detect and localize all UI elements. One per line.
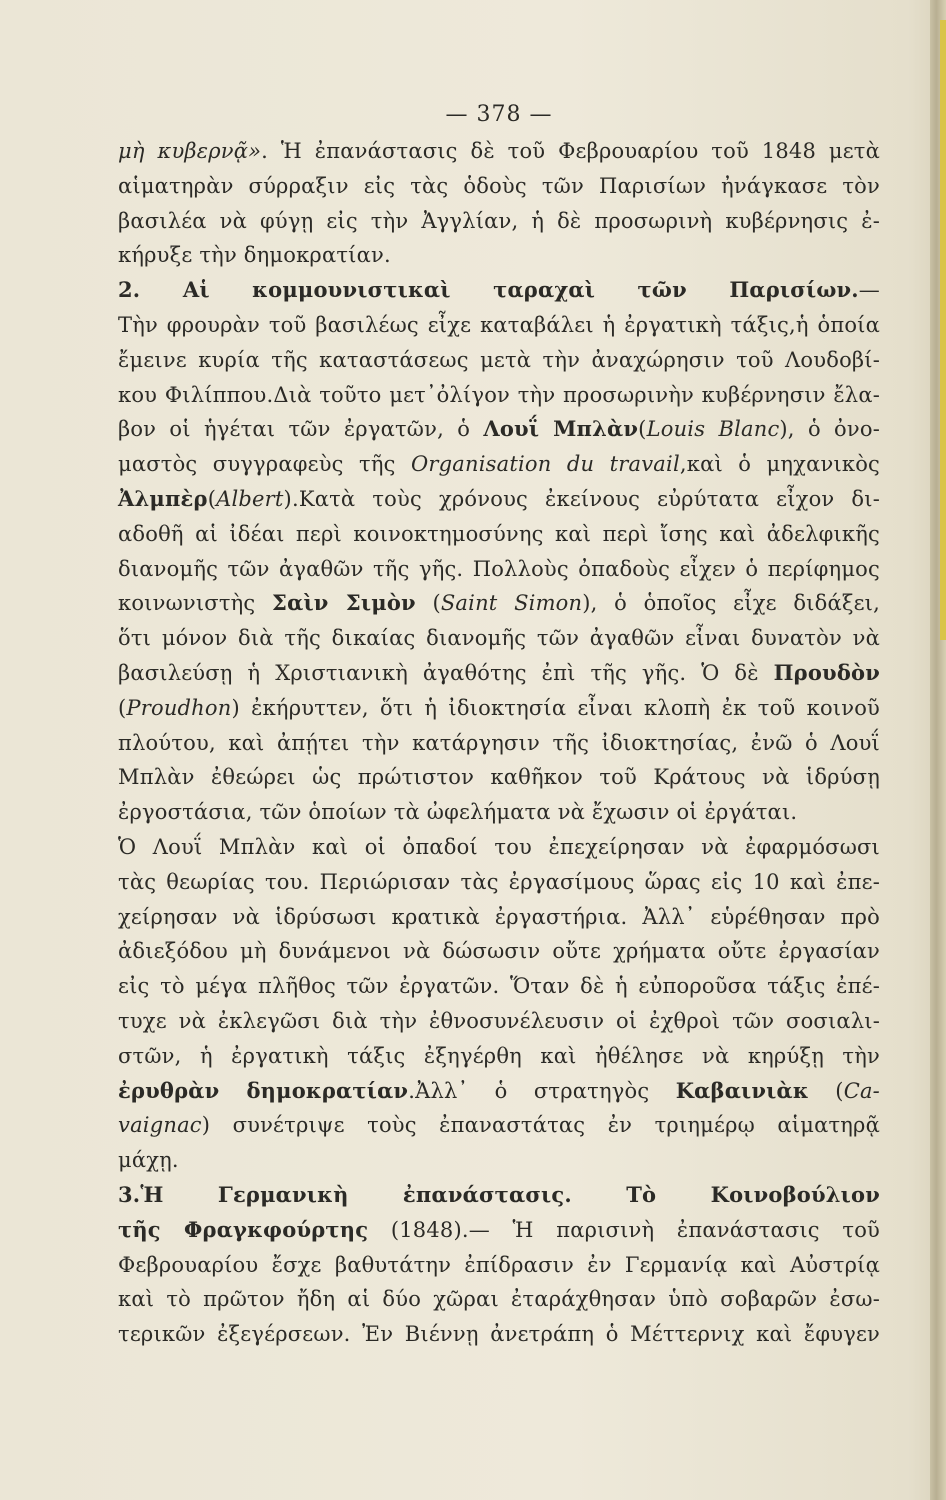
text-span: Μπλὰν ἐθεώρει ὡς πρώτιστον καθῆκον τοῦ Κράτους νὰ ἱδρύσῃ xyxy=(118,765,880,790)
text-span: βον οἱ ἡγέται τῶν ἐργατῶν, ὁ xyxy=(118,417,484,442)
text-line xyxy=(118,1074,880,1109)
text-span: πλούτου, καὶ ἀπῄτει τὴν κατάργησιν τῆς ἰδιοκτησίας, ἐνῶ ὁ Λουΐ xyxy=(118,730,880,755)
text-span: Φεβρουαρίου ἔσχε βαθυτάτην ἐπίδρασιν ἐν Γερμανίᾳ καὶ Αὐστρίᾳ xyxy=(118,1252,880,1277)
bold-text: 2. Αἱ κομμουνιστικαὶ ταραχαὶ τῶν Παρισίων. xyxy=(118,277,859,303)
text-span: ὅτι μόνον διὰ τῆς δικαίας διανομῆς τῶν ἀγαθῶν εἶναι δυνατὸν νὰ xyxy=(118,626,880,651)
text-line xyxy=(118,830,880,865)
text-span: ( xyxy=(638,417,647,442)
text-span: βασιλέα νὰ φύγῃ εἰς τὴν Ἀγγλίαν, ἡ δὲ προσωρινὴ κυβέρνησις ἐ- xyxy=(118,208,880,233)
text-span: ( xyxy=(808,1078,844,1103)
bold-text: Ἀλμπὲρ xyxy=(118,485,208,511)
page-edge-tint xyxy=(940,20,946,640)
text-line xyxy=(118,1213,880,1248)
text-span: ,καὶ ὁ μηχανικὸς xyxy=(679,452,881,477)
text-span: ἀδιεξόδου μὴ δυνάμενοι νὰ δώσωσιν οὔτε χρήματα οὔτε ἐργασίαν xyxy=(118,939,880,964)
bold-text: τῆς Φραγκφούρτης xyxy=(118,1216,369,1242)
text-span: αδοθῆ αἱ ἰδέαι περὶ κοινοκτημοσύνης καὶ περὶ ἴσης καὶ ἀδελφικῆς xyxy=(118,521,880,546)
italic-text: Albert xyxy=(216,486,284,511)
text-line xyxy=(118,1248,880,1283)
italic-text: Proudhon xyxy=(126,695,232,720)
text-line xyxy=(118,238,880,273)
bold-text: ἐρυθρὰν δημοκρατίαν xyxy=(118,1077,409,1103)
text-span: ), ὁ ὁποῖος εἶχε διδάξει, xyxy=(582,591,880,616)
text-span: ).Κατὰ τοὺς χρόνους ἐκείνους εὐρύτατα εἶχον δι- xyxy=(283,486,880,511)
text-span: (1848).— Ἡ παρισινὴ ἐπανάστασις τοῦ xyxy=(368,1217,880,1242)
text-span: καὶ τὸ πρῶτον ἤδη αἱ δύο χῶραι ἐταράχθησαν ὑπὸ σοβαρῶν ἐσω- xyxy=(118,1287,880,1312)
text-span: κου Φιλίππου.Διὰ τοῦτο μετ᾿ὀλίγον τὴν προσωρινὴν κυβέρνησιν ἔλα- xyxy=(118,382,880,407)
italic-text: vaignac xyxy=(118,1113,202,1138)
italic-text: Saint Simon xyxy=(440,591,583,616)
text-line xyxy=(118,482,880,517)
text-line xyxy=(118,1143,880,1178)
text-span: — xyxy=(858,278,880,303)
italic-text: Ca- xyxy=(843,1078,880,1103)
text-line xyxy=(118,865,880,900)
page-number: — 378 — xyxy=(445,102,553,127)
text-span: Τὴν φρουρὰν τοῦ βασιλέως εἶχε καταβάλει ἡ ἐργατικὴ τάξις,ἡ ὁποία xyxy=(118,312,880,337)
text-line xyxy=(118,934,880,969)
text-span: ( xyxy=(207,486,217,511)
text-span: ἐργοστάσια, τῶν ὁποίων τὰ ὠφελήματα νὰ ἔχωσιν οἱ ἐργάται. xyxy=(118,800,798,825)
text-span: ) συνέτριψε τοὺς ἐπαναστάτας ἐν τριημέρῳ αἱματηρᾷ xyxy=(201,1113,880,1138)
text-line xyxy=(118,273,880,308)
text-line xyxy=(118,586,880,621)
italic-text: μὴ κυβερνᾷ» xyxy=(118,139,262,163)
text-line xyxy=(118,900,880,935)
text-span: ἔμεινε κυρία τῆς καταστάσεως μετὰ τὴν ἀναχώρησιν τοῦ Λουδοβί- xyxy=(118,347,880,372)
text-line xyxy=(118,308,880,343)
text-line xyxy=(118,726,880,761)
text-span: τὰς θεωρίας του. Περιώρισαν τὰς ἐργασίμους ὥρας εἰς 10 καὶ ἐπε- xyxy=(118,869,880,894)
italic-text: Organisation du travail xyxy=(411,452,680,477)
text-block xyxy=(118,100,880,1352)
bold-text: 3.Ἡ Γερμανικὴ ἐπανάστασις. Τὸ Κοινοβούλιον xyxy=(118,1181,880,1207)
text-line xyxy=(118,412,880,447)
bold-text: Σαὶν Σιμὸν xyxy=(272,590,416,616)
paragraph-lines xyxy=(118,134,880,1352)
bold-text: Προυδὸν xyxy=(773,659,880,685)
text-line xyxy=(118,343,880,378)
text-line xyxy=(118,1317,880,1352)
text-line xyxy=(118,969,880,1004)
text-span: . Ἡ ἐπανάστασις δὲ τοῦ Φεβρουαρίου τοῦ 1848 μετὰ xyxy=(261,139,880,163)
text-line xyxy=(118,1004,880,1039)
text-line xyxy=(118,447,880,482)
text-span: τερικῶν ἐξεγέρσεων. Ἐν Βιέννῃ ἀνετράπη ὁ Μέττερνιχ καὶ ἔφυγεν xyxy=(118,1322,880,1347)
text-line xyxy=(118,204,880,239)
text-line xyxy=(118,1178,880,1213)
text-span: ( xyxy=(415,591,441,616)
text-line xyxy=(118,169,880,204)
text-line xyxy=(118,1039,880,1074)
text-span: κοινωνιστὴς xyxy=(118,591,273,616)
text-span: ) ἐκήρυττεν, ὅτι ἡ ἰδιοκτησία εἶναι κλοπὴ ἐκ τοῦ κοινοῦ xyxy=(231,695,880,720)
text-span: κήρυξε τὴν δημοκρατίαν. xyxy=(118,243,391,268)
text-line xyxy=(118,1108,880,1143)
text-line xyxy=(118,760,880,795)
text-line xyxy=(118,691,880,726)
text-span: μάχῃ. xyxy=(118,1148,179,1173)
text-span: στῶν, ἡ ἐργατικὴ τάξις ἐξηγέρθη καὶ ἠθέλησε νὰ κηρύξῃ τὴν xyxy=(118,1043,880,1068)
bold-text: Καβαινιὰκ xyxy=(675,1077,809,1103)
text-line xyxy=(118,795,880,830)
text-line xyxy=(118,517,880,552)
text-span: χείρησαν νὰ ἱδρύσωσι κρατικὰ ἐργαστήρια. Ἀλλ᾿ εὑρέθησαν πρὸ xyxy=(118,904,880,929)
text-span: ( xyxy=(118,695,127,720)
italic-text: Louis Blanc xyxy=(646,417,780,442)
text-span: τυχε νὰ ἐκλεγῶσι διὰ τὴν ἐθνοσυνέλευσιν οἱ ἐχθροὶ τῶν σοσιαλι- xyxy=(118,1008,880,1033)
text-span: μαστὸς συγγραφεὺς τῆς xyxy=(118,452,411,477)
text-span: βασιλεύσῃ ἡ Χριστιανικὴ ἀγαθότης ἐπὶ τῆς γῆς. Ὁ δὲ xyxy=(118,660,774,685)
text-line xyxy=(118,378,880,413)
text-span: αἱματηρὰν σύρραξιν εἰς τὰς ὁδοὺς τῶν Παρισίων ἠνάγκασε τὸν xyxy=(118,173,880,198)
text-line xyxy=(118,656,880,691)
text-span: διανομῆς τῶν ἀγαθῶν τῆς γῆς. Πολλοὺς ὀπαδοὺς εἶχεν ὁ περίφημος xyxy=(118,556,880,581)
text-line xyxy=(118,621,880,656)
text-span: εἰς τὸ μέγα πλῆθος τῶν ἐργατῶν. Ὅταν δὲ ἡ εὐποροῦσα τάξις ἐπέ- xyxy=(118,974,880,999)
text-span: ), ὁ ὀνο- xyxy=(779,417,880,442)
text-line xyxy=(118,552,880,587)
bold-text: Λουΐ Μπλὰν xyxy=(483,416,639,442)
text-line xyxy=(118,134,880,169)
text-span: Ὁ Λουΐ Μπλὰν καὶ οἱ ὀπαδοί του ἐπεχείρησαν νὰ ἐφαρμόσωσι xyxy=(118,834,880,859)
text-span: .Ἀλλ᾿ ὁ στρατηγὸς xyxy=(408,1078,676,1103)
text-line xyxy=(118,1282,880,1317)
